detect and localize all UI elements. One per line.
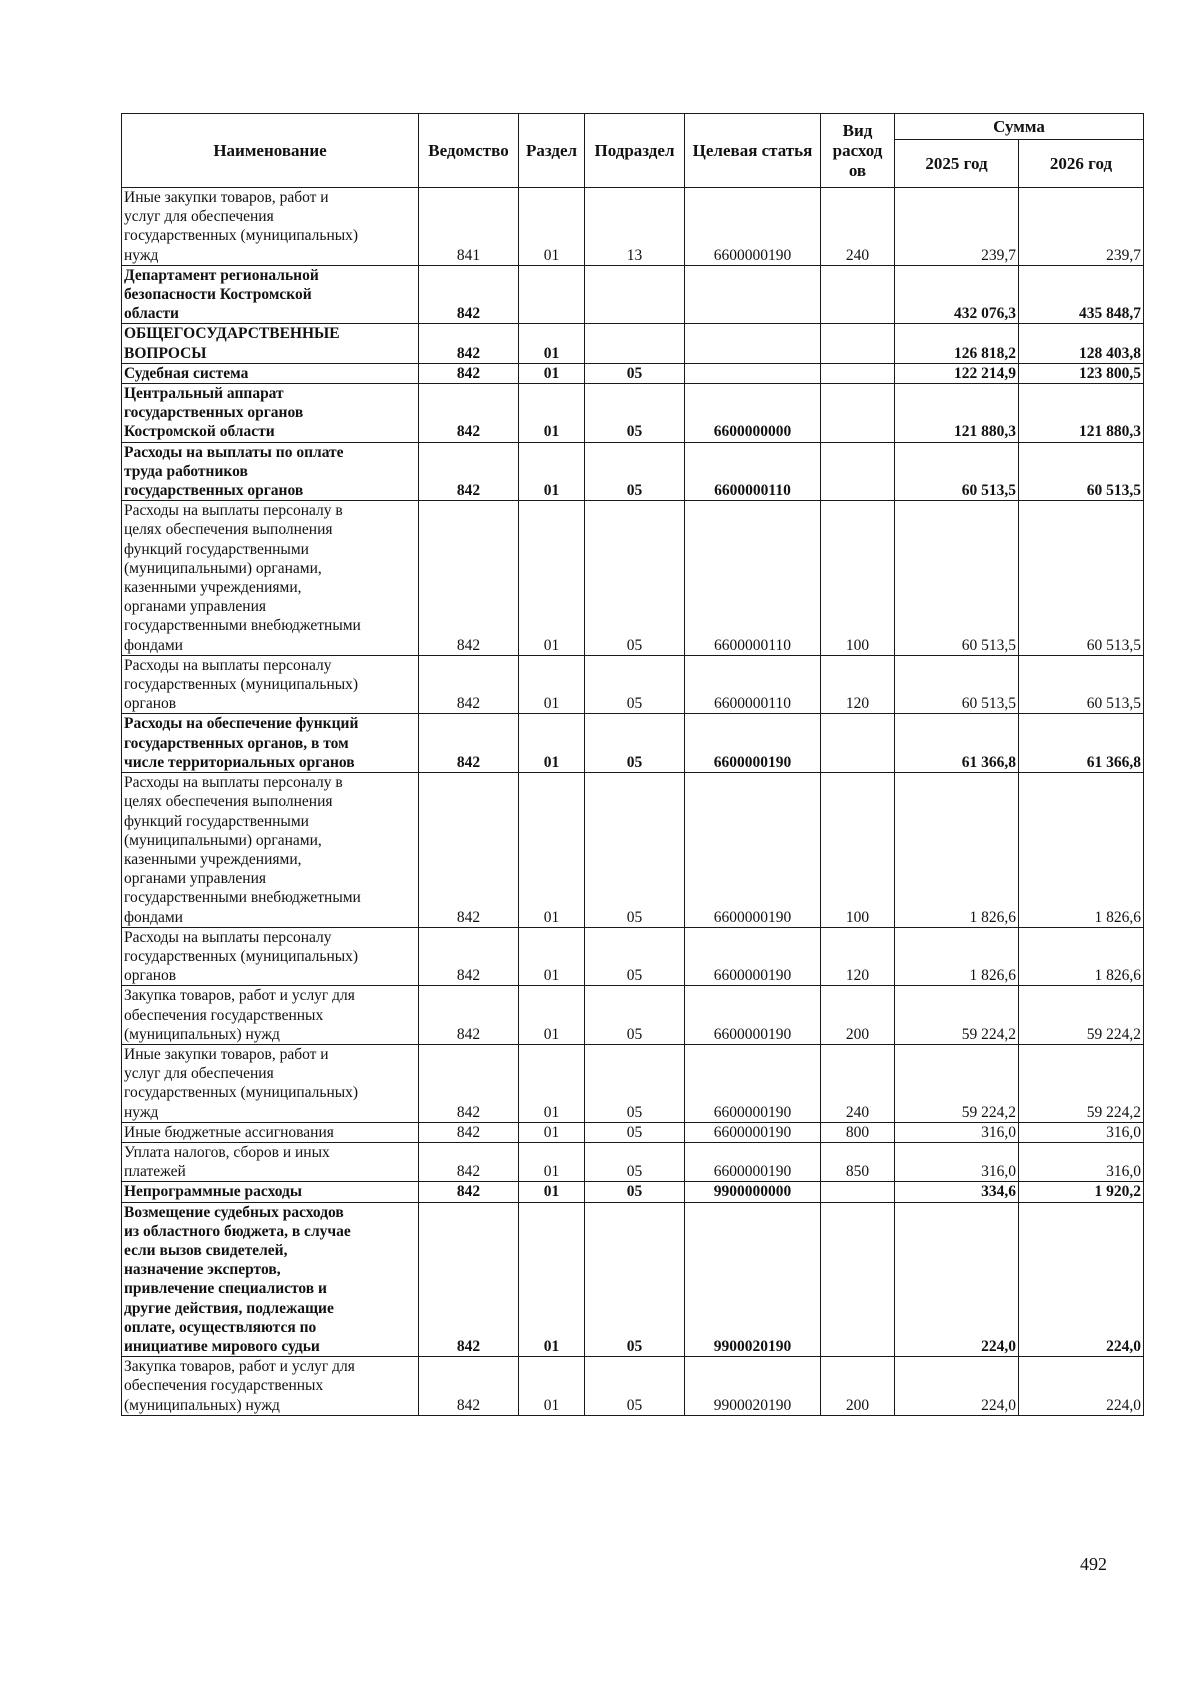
cell-name: Расходы на выплаты персоналу государственных (муниципальных) органов xyxy=(122,927,419,986)
cell-name: Судебная система xyxy=(122,363,419,383)
cell-vedomstvo: 842 xyxy=(419,324,519,363)
cell-vedomstvo: 842 xyxy=(419,773,519,928)
cell-vid: 120 xyxy=(821,927,895,986)
cell-vedomstvo: 842 xyxy=(419,1122,519,1142)
cell-2026: 121 880,3 xyxy=(1019,384,1144,443)
cell-podrazdel xyxy=(585,265,685,324)
cell-2025: 61 366,8 xyxy=(895,714,1019,773)
cell-vedomstvo: 842 xyxy=(419,1202,519,1357)
cell-vid: 100 xyxy=(821,501,895,656)
cell-vedomstvo: 842 xyxy=(419,986,519,1045)
cell-target: 6600000190 xyxy=(685,714,821,773)
cell-2025: 239,7 xyxy=(895,188,1019,266)
cell-name: Расходы на выплаты персоналу в целях обеспечения выполнения функций государственными (муниципальными) органами, казенными учреждениями, органами управления государственными внебюджетными фондами xyxy=(122,501,419,656)
table-row xyxy=(122,1202,1144,1357)
cell-vedomstvo: 842 xyxy=(419,442,519,501)
cell-name: Расходы на выплаты персоналу в целях обеспечения выполнения функций государственными (муниципальными) органами, казенными учреждениями, органами управления государственными внебюджетными фондами xyxy=(122,773,419,928)
cell-vedomstvo: 842 xyxy=(419,1357,519,1416)
cell-name: Иные закупки товаров, работ и услуг для обеспечения государственных (муниципальных) нужд xyxy=(122,188,419,266)
cell-2025: 1 826,6 xyxy=(895,773,1019,928)
cell-name: Расходы на обеспечение функций государственных органов, в том числе территориальных органов xyxy=(122,714,419,773)
cell-podrazdel xyxy=(585,324,685,363)
cell-razdel: 01 xyxy=(519,714,585,773)
table-row xyxy=(122,1357,1144,1416)
cell-vid xyxy=(821,384,895,443)
cell-podrazdel: 05 xyxy=(585,773,685,928)
cell-name: Департамент региональной безопасности Костромской области xyxy=(122,265,419,324)
cell-podrazdel: 05 xyxy=(585,1357,685,1416)
cell-podrazdel: 05 xyxy=(585,1142,685,1181)
cell-razdel: 01 xyxy=(519,188,585,266)
cell-2026: 1 920,2 xyxy=(1019,1182,1144,1202)
cell-vid: 200 xyxy=(821,1357,895,1416)
cell-target xyxy=(685,363,821,383)
cell-target xyxy=(685,324,821,363)
table-row xyxy=(122,1122,1144,1142)
cell-podrazdel: 05 xyxy=(585,927,685,986)
cell-razdel: 01 xyxy=(519,442,585,501)
table-row xyxy=(122,655,1144,714)
cell-razdel: 01 xyxy=(519,501,585,656)
cell-2025: 60 513,5 xyxy=(895,501,1019,656)
cell-2026: 1 826,6 xyxy=(1019,773,1144,928)
cell-target: 6600000110 xyxy=(685,442,821,501)
header-vedomstvo: Ведомство xyxy=(419,114,519,188)
cell-vedomstvo: 842 xyxy=(419,1142,519,1181)
table-row xyxy=(122,384,1144,443)
cell-podrazdel: 13 xyxy=(585,188,685,266)
cell-vid xyxy=(821,324,895,363)
cell-vid: 120 xyxy=(821,655,895,714)
cell-vid: 850 xyxy=(821,1142,895,1181)
cell-razdel: 01 xyxy=(519,1142,585,1181)
table-row xyxy=(122,927,1144,986)
cell-2025: 224,0 xyxy=(895,1357,1019,1416)
cell-name: Расходы на выплаты по оплате труда работников государственных органов xyxy=(122,442,419,501)
table-row xyxy=(122,265,1144,324)
table-row xyxy=(122,363,1144,383)
cell-vid: 240 xyxy=(821,1044,895,1122)
cell-2025: 432 076,3 xyxy=(895,265,1019,324)
cell-2026: 239,7 xyxy=(1019,188,1144,266)
cell-2026: 316,0 xyxy=(1019,1122,1144,1142)
cell-target: 9900020190 xyxy=(685,1202,821,1357)
cell-podrazdel: 05 xyxy=(585,1044,685,1122)
cell-2026: 224,0 xyxy=(1019,1357,1144,1416)
cell-razdel: 01 xyxy=(519,363,585,383)
cell-2025: 60 513,5 xyxy=(895,442,1019,501)
header-podrazdel: Подраздел xyxy=(585,114,685,188)
cell-target: 6600000000 xyxy=(685,384,821,443)
cell-2025: 1 826,6 xyxy=(895,927,1019,986)
cell-vid: 200 xyxy=(821,986,895,1045)
cell-target: 9900000000 xyxy=(685,1182,821,1202)
cell-podrazdel: 05 xyxy=(585,363,685,383)
cell-vedomstvo: 842 xyxy=(419,1182,519,1202)
cell-vid xyxy=(821,1182,895,1202)
table-row xyxy=(122,714,1144,773)
cell-vedomstvo: 842 xyxy=(419,363,519,383)
cell-vid xyxy=(821,1202,895,1357)
cell-2025: 316,0 xyxy=(895,1142,1019,1181)
budget-table xyxy=(121,113,1144,1416)
cell-name: Расходы на выплаты персоналу государственных (муниципальных) органов xyxy=(122,655,419,714)
cell-razdel xyxy=(519,265,585,324)
cell-vedomstvo: 842 xyxy=(419,384,519,443)
cell-podrazdel: 05 xyxy=(585,442,685,501)
header-vid: Вид расход ов xyxy=(821,114,895,188)
cell-name: Центральный аппарат государственных органов Костромской области xyxy=(122,384,419,443)
cell-razdel: 01 xyxy=(519,1182,585,1202)
cell-vid: 800 xyxy=(821,1122,895,1142)
cell-target: 6600000190 xyxy=(685,188,821,266)
cell-vid: 240 xyxy=(821,188,895,266)
cell-2026: 123 800,5 xyxy=(1019,363,1144,383)
cell-vedomstvo: 842 xyxy=(419,265,519,324)
header-year-2025: 2025 год xyxy=(895,140,1019,188)
cell-target: 6600000190 xyxy=(685,927,821,986)
cell-name: Закупка товаров, работ и услуг для обеспечения государственных (муниципальных) нужд xyxy=(122,1357,419,1416)
cell-razdel: 01 xyxy=(519,927,585,986)
cell-razdel: 01 xyxy=(519,1122,585,1142)
cell-target xyxy=(685,265,821,324)
cell-podrazdel: 05 xyxy=(585,384,685,443)
cell-2025: 122 214,9 xyxy=(895,363,1019,383)
cell-razdel: 01 xyxy=(519,1202,585,1357)
cell-razdel: 01 xyxy=(519,384,585,443)
cell-name: Непрограммные расходы xyxy=(122,1182,419,1202)
table-row xyxy=(122,188,1144,266)
cell-vedomstvo: 841 xyxy=(419,188,519,266)
page-number: 492 xyxy=(1080,1554,1107,1574)
cell-razdel: 01 xyxy=(519,773,585,928)
table-body xyxy=(122,188,1144,1416)
cell-2025: 59 224,2 xyxy=(895,1044,1019,1122)
cell-vid xyxy=(821,714,895,773)
cell-vedomstvo: 842 xyxy=(419,714,519,773)
cell-name: Иные закупки товаров, работ и услуг для обеспечения государственных (муниципальных) нужд xyxy=(122,1044,419,1122)
cell-vedomstvo: 842 xyxy=(419,655,519,714)
cell-podrazdel: 05 xyxy=(585,1122,685,1142)
header-razdel: Раздел xyxy=(519,114,585,188)
cell-2026: 60 513,5 xyxy=(1019,501,1144,656)
cell-razdel: 01 xyxy=(519,1044,585,1122)
cell-target: 6600000190 xyxy=(685,773,821,928)
table-row xyxy=(122,1142,1144,1181)
cell-2026: 60 513,5 xyxy=(1019,655,1144,714)
cell-2026: 60 513,5 xyxy=(1019,442,1144,501)
cell-target: 6600000190 xyxy=(685,1122,821,1142)
cell-vedomstvo: 842 xyxy=(419,501,519,656)
cell-2026: 59 224,2 xyxy=(1019,1044,1144,1122)
cell-2026: 435 848,7 xyxy=(1019,265,1144,324)
table-row xyxy=(122,501,1144,656)
header-year-2026: 2026 год xyxy=(1019,140,1144,188)
cell-target: 6600000190 xyxy=(685,1142,821,1181)
cell-podrazdel: 05 xyxy=(585,655,685,714)
header-name: Наименование xyxy=(122,114,419,188)
header-summa: Сумма xyxy=(895,114,1144,140)
cell-razdel: 01 xyxy=(519,986,585,1045)
cell-target: 6600000110 xyxy=(685,655,821,714)
table-row xyxy=(122,442,1144,501)
table-row xyxy=(122,986,1144,1045)
cell-2026: 224,0 xyxy=(1019,1202,1144,1357)
cell-2026: 61 366,8 xyxy=(1019,714,1144,773)
cell-2025: 60 513,5 xyxy=(895,655,1019,714)
cell-2025: 126 818,2 xyxy=(895,324,1019,363)
header-target: Целевая статья xyxy=(685,114,821,188)
cell-2026: 59 224,2 xyxy=(1019,986,1144,1045)
cell-vedomstvo: 842 xyxy=(419,927,519,986)
cell-vid xyxy=(821,363,895,383)
cell-podrazdel: 05 xyxy=(585,714,685,773)
cell-vid xyxy=(821,265,895,324)
cell-podrazdel: 05 xyxy=(585,1202,685,1357)
cell-name: ОБЩЕГОСУДАРСТВЕННЫЕ ВОПРОСЫ xyxy=(122,324,419,363)
cell-vid xyxy=(821,442,895,501)
table-row xyxy=(122,1044,1144,1122)
table-row xyxy=(122,773,1144,928)
cell-name: Закупка товаров, работ и услуг для обеспечения государственных (муниципальных) нужд xyxy=(122,986,419,1045)
cell-2026: 316,0 xyxy=(1019,1142,1144,1181)
cell-podrazdel: 05 xyxy=(585,501,685,656)
table-row xyxy=(122,1182,1144,1202)
cell-target: 6600000190 xyxy=(685,1044,821,1122)
table-row xyxy=(122,324,1144,363)
cell-2025: 121 880,3 xyxy=(895,384,1019,443)
cell-target: 6600000190 xyxy=(685,986,821,1045)
cell-vedomstvo: 842 xyxy=(419,1044,519,1122)
cell-name: Иные бюджетные ассигнования xyxy=(122,1122,419,1142)
cell-podrazdel: 05 xyxy=(585,986,685,1045)
cell-name: Уплата налогов, сборов и иных платежей xyxy=(122,1142,419,1181)
cell-2026: 1 826,6 xyxy=(1019,927,1144,986)
cell-podrazdel: 05 xyxy=(585,1182,685,1202)
cell-2025: 59 224,2 xyxy=(895,986,1019,1045)
cell-vid: 100 xyxy=(821,773,895,928)
cell-razdel: 01 xyxy=(519,324,585,363)
cell-2025: 316,0 xyxy=(895,1122,1019,1142)
cell-target: 6600000110 xyxy=(685,501,821,656)
cell-razdel: 01 xyxy=(519,1357,585,1416)
cell-razdel: 01 xyxy=(519,655,585,714)
cell-name: Возмещение судебных расходов из областного бюджета, в случае если вызов свидетелей, назначение экспертов, привлечение специалистов и другие действия, подлежащие оплате, осуществляются по инициативе мирового судьи xyxy=(122,1202,419,1357)
cell-2025: 224,0 xyxy=(895,1202,1019,1357)
cell-2025: 334,6 xyxy=(895,1182,1019,1202)
cell-target: 9900020190 xyxy=(685,1357,821,1416)
cell-2026: 128 403,8 xyxy=(1019,324,1144,363)
